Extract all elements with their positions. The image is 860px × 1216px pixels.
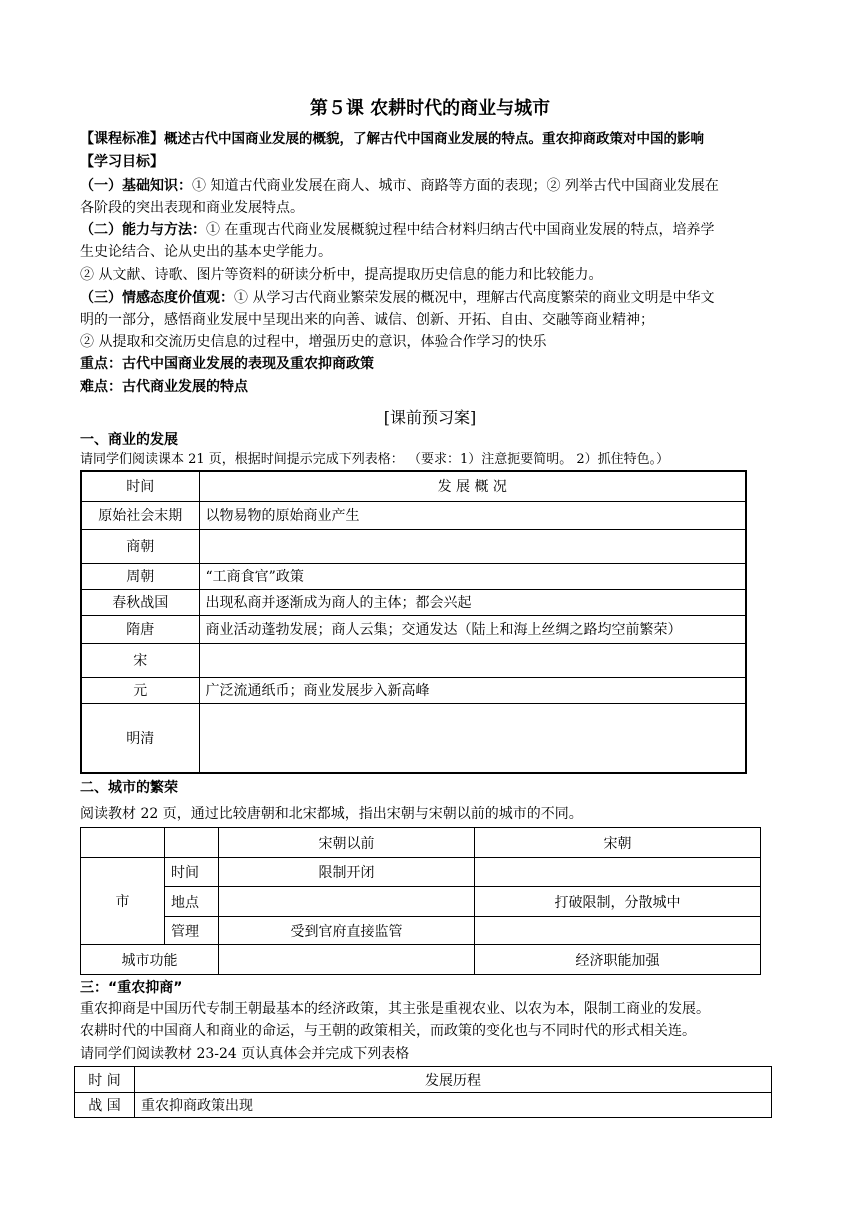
before-cell[interactable]: 限制开闭: [219, 858, 475, 887]
ability-line-3: ② 从文献、诗歌、图片等资料的研读分析中，提高提取历史信息的能力和比较能力。: [80, 267, 603, 283]
table-row: [81, 858, 761, 887]
ability-label: （二）能力与方法：: [80, 222, 206, 238]
emotion-line-3: ② 从提取和交流历史信息的过程中，增强历史的意识，体验合作学习的快乐: [80, 334, 547, 350]
period-cell: 隋唐: [81, 615, 199, 643]
emotion-line-2: 明的一部分，感悟商业发展中呈现出来的向善、诚信、创新、开拓、自由、交融等商业精神；: [80, 312, 654, 328]
period-cell: 春秋战国: [81, 589, 199, 615]
function-label-cell: 城市功能: [81, 945, 219, 975]
section3-paragraph-1: 重农抑商是中国历代专制王朝最基本的经济政策，其主张是重视农业、以农为本，限制工商业的发展。: [80, 1001, 710, 1017]
aspect-cell: 时间: [165, 858, 219, 887]
content-cell[interactable]: 出现私商并逐渐成为商人的主体；都会兴起: [199, 589, 746, 615]
content-cell[interactable]: 重农抑商政策出现: [135, 1093, 772, 1118]
commerce-development-table: [80, 470, 747, 774]
song-cell[interactable]: [475, 858, 761, 887]
aspect-cell: 地点: [165, 887, 219, 917]
ability-text-1: ① 在重现古代商业发展概貌过程中结合材料归纳古代中国商业发展的特点，培养学: [206, 222, 715, 238]
content-cell[interactable]: [199, 643, 746, 677]
content-cell[interactable]: “工商食官”政策: [199, 563, 746, 589]
section3-instruction: 请同学们阅读教材 23-24 页认真体会并完成下列表格: [80, 1046, 410, 1062]
table-row: [81, 563, 746, 589]
market-label-cell: 市: [81, 858, 165, 945]
aspect-cell: 管理: [165, 917, 219, 945]
header-blank-1: [81, 828, 165, 858]
knowledge-text-1: ① 知道古代商业发展在商人、城市、商路等方面的表现；② 列举古代中国商业发展在: [192, 178, 719, 194]
period-cell: 原始社会末期: [81, 501, 199, 529]
table-row: [81, 917, 761, 945]
policy-history-table: [74, 1066, 772, 1118]
table-row: [81, 945, 761, 975]
emotion-label: （三）情感态度价值观：: [80, 290, 234, 306]
city-comparison-table: [80, 827, 761, 975]
header-before-song: 宋朝以前: [219, 828, 475, 858]
ability-line-2: 生史论结合、论从史出的基本史学能力。: [80, 244, 332, 260]
before-cell[interactable]: [219, 887, 475, 917]
preview-section-title: [课前预习案]: [383, 408, 477, 427]
header-overview: 发 展 概 况: [199, 471, 746, 501]
content-cell[interactable]: [199, 703, 746, 773]
before-cell[interactable]: 受到官府直接监管: [219, 917, 475, 945]
table-row: [81, 589, 746, 615]
course-standard-label: 【课程标准】: [80, 131, 164, 147]
table-row: [81, 887, 761, 917]
course-standard: [80, 130, 704, 148]
table-row: [81, 643, 746, 677]
period-cell: 元: [81, 677, 199, 703]
header-time: 时间: [81, 471, 199, 501]
content-cell[interactable]: 商业活动蓬勃发展；商人云集；交通发达（陆上和海上丝绸之路均空前繁荣）: [199, 615, 746, 643]
table-header-row: [75, 1067, 772, 1093]
content-cell[interactable]: 广泛流通纸币；商业发展步入新高峰: [199, 677, 746, 703]
period-cell: 宋: [81, 643, 199, 677]
knowledge-label: （一）基础知识：: [80, 178, 192, 194]
header-blank-2: [165, 828, 219, 858]
table-row: [81, 703, 746, 773]
period-cell: 周朝: [81, 563, 199, 589]
table-row: [81, 677, 746, 703]
header-time: 时 间: [75, 1067, 135, 1093]
difficulty: 难点：古代商业发展的特点: [80, 379, 248, 395]
section1-heading: 一、商业的发展: [80, 432, 178, 448]
period-cell: 明清: [81, 703, 199, 773]
objectives-label: 【学习目标】: [80, 154, 164, 170]
table-row: [81, 501, 746, 529]
emotion-text-1: ① 从学习古代商业繁荣发展的概况中，理解古代高度繁荣的商业文明是中华文: [234, 290, 715, 306]
course-standard-text: 概述古代中国商业发展的概貌，了解古代中国商业发展的特点。重农抑商政策对中国的影响: [164, 131, 704, 147]
table-row: [75, 1093, 772, 1118]
period-cell: 战 国: [75, 1093, 135, 1118]
section3-paragraph-2: 农耕时代的中国商人和商业的命运，与王朝的政策相关，而政策的变化也与不同时代的形式相关连。: [80, 1023, 696, 1039]
content-cell[interactable]: 以物易物的原始商业产生: [199, 501, 746, 529]
key-point: 重点：古代中国商业发展的表现及重农抑商政策: [80, 356, 374, 372]
table-header-row: [81, 471, 746, 501]
table-row: [81, 615, 746, 643]
table-row: [81, 529, 746, 563]
function-before-cell[interactable]: [219, 945, 475, 975]
lesson-title: 第５课 农耕时代的商业与城市: [309, 98, 551, 119]
header-history: 发展历程: [135, 1067, 772, 1093]
song-cell[interactable]: 打破限制，分散城中: [475, 887, 761, 917]
section2-heading: 二、城市的繁荣: [80, 780, 178, 796]
function-song-cell[interactable]: 经济职能加强: [475, 945, 761, 975]
section1-instruction: 请同学们阅读课本 21 页，根据时间提示完成下列表格： （要求：1）注意扼要简明。 2）抓住特色。）: [80, 452, 670, 467]
knowledge-line-1: [80, 177, 719, 195]
section3-heading: 三：“重农抑商”: [80, 980, 183, 996]
table-header-row: [81, 828, 761, 858]
period-cell: 商朝: [81, 529, 199, 563]
song-cell[interactable]: [475, 917, 761, 945]
ability-line-1: [80, 221, 714, 239]
emotion-line-1: [80, 289, 714, 307]
knowledge-line-2: 各阶段的突出表现和商业发展特点。: [80, 200, 304, 216]
section2-instruction: 阅读教材 22 页，通过比较唐朝和北宋都城，指出宋朝与宋朝以前的城市的不同。: [80, 806, 583, 822]
content-cell[interactable]: [199, 529, 746, 563]
header-song: 宋朝: [475, 828, 761, 858]
